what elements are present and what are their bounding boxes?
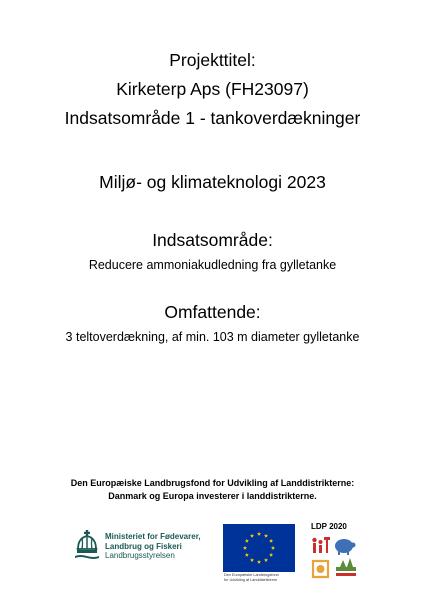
crown-icon bbox=[72, 528, 102, 560]
eu-star bbox=[250, 534, 254, 538]
scope-heading: Omfattende: bbox=[164, 302, 261, 322]
eu-star bbox=[257, 532, 261, 536]
program-title: Miljø- og klimateknologi 2023 bbox=[99, 172, 326, 192]
ldp-title: LDP 2020 bbox=[311, 522, 347, 531]
eu-flag bbox=[223, 524, 295, 572]
eu-star bbox=[245, 553, 249, 557]
project-name: Kirketerp Aps (FH23097) bbox=[116, 79, 309, 99]
eu-star bbox=[264, 558, 268, 562]
ldp-logo bbox=[308, 522, 358, 582]
ministry-line-3: Landbrugsstyrelsen bbox=[105, 551, 175, 560]
ministry-line-1: Ministeriet for Fødevarer, bbox=[105, 532, 201, 541]
focus-heading: Indsatsområde: bbox=[152, 230, 273, 250]
scope-text: 3 teltoverdækning, af min. 103 m diameter gylletanke bbox=[65, 330, 360, 344]
eu-star bbox=[271, 546, 275, 550]
eu-star bbox=[264, 534, 268, 538]
eu-caption bbox=[224, 573, 296, 582]
eu-star bbox=[250, 558, 254, 562]
eu-star bbox=[243, 546, 247, 550]
eu-stars-icon bbox=[223, 524, 295, 572]
project-area-title: Indsatsområde 1 - tankoverdækninger bbox=[64, 108, 361, 128]
ldp-pictograms-icon bbox=[310, 533, 358, 581]
eu-star bbox=[245, 539, 249, 543]
eu-star bbox=[269, 553, 273, 557]
eu-caption-2: for Udvikling af Landdistrikterne bbox=[224, 577, 278, 582]
focus-text: Reducere ammoniakudledning fra gylletanke bbox=[88, 258, 337, 272]
eu-caption-1: Den Europæiske Landbrugsfond bbox=[224, 573, 279, 577]
ministry-line-2: Landbrug og Fiskeri bbox=[105, 541, 182, 551]
ministry-text bbox=[105, 532, 201, 561]
eu-logo bbox=[223, 524, 295, 582]
eu-star bbox=[269, 539, 273, 543]
fund-line-1: Den Europæiske Landbrugsfond for Udvikling af Landdistrikterne: bbox=[70, 478, 355, 488]
project-heading: Projekttitel: bbox=[169, 50, 256, 70]
eu-star bbox=[257, 560, 261, 564]
ministry-logo bbox=[72, 524, 222, 574]
fund-line-2: Danmark og Europa investerer i landdistrikterne. bbox=[108, 491, 317, 501]
